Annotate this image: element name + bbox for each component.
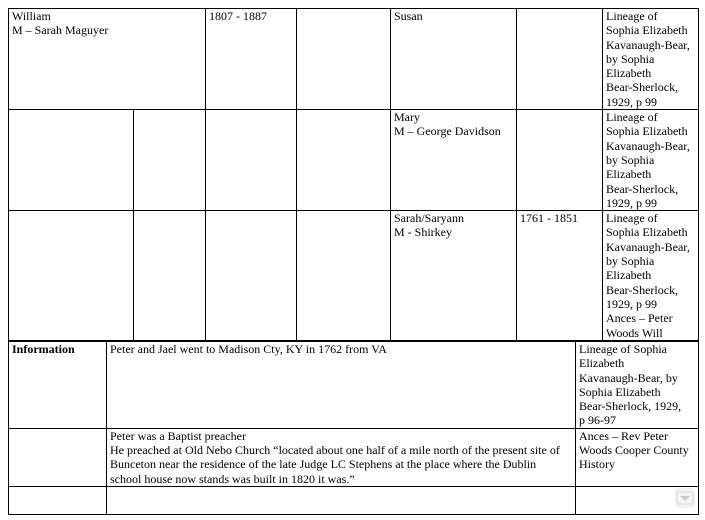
- source-line: by Sophia: [606, 51, 655, 66]
- note-line: Peter was a Baptist preacher: [110, 428, 246, 443]
- information-note: Peter and Jael went to Madison Cty, KY in 1762 from VA: [110, 342, 387, 356]
- source-line: Woods Will: [606, 325, 663, 340]
- source-line: Bear-Sherlock, 1929,: [579, 399, 682, 414]
- scroll-down-button[interactable]: [675, 488, 695, 508]
- source-cell: [603, 9, 699, 110]
- source-line: Ances – Peter: [606, 311, 673, 326]
- note-line: Bunceton near the residence of the late Judge LC Stephens at the place where the Dublin: [110, 457, 537, 472]
- information-table: [8, 341, 699, 515]
- empty-cell: [134, 211, 206, 341]
- person-dates: 1807 - 1887: [209, 9, 267, 23]
- source-line: Woods Cooper County: [579, 443, 689, 458]
- source-line: History: [579, 457, 615, 472]
- source-cell: [603, 211, 699, 341]
- table-row: [9, 110, 699, 211]
- source-line: 1929, p 99: [606, 94, 657, 109]
- source-line: Elizabeth: [579, 356, 625, 371]
- empty-cell: [297, 9, 391, 110]
- source-cell: [576, 342, 699, 429]
- person-spouse: M – Sarah Maguyer: [12, 23, 109, 38]
- empty-cell: [9, 428, 107, 486]
- source-line: Sophia Elizabeth: [606, 225, 688, 240]
- source-line: Sophia Elizabeth: [606, 23, 688, 38]
- table-row: [9, 9, 699, 110]
- child-dates-cell: [517, 110, 603, 211]
- child-name: Mary: [394, 110, 420, 125]
- empty-cell: [9, 110, 134, 211]
- person-name: William: [12, 9, 51, 23]
- empty-cell: [9, 486, 107, 514]
- source-line: Bear-Sherlock,: [606, 282, 679, 297]
- table-row: [9, 486, 699, 514]
- source-line: Kavanaugh-Bear, by: [579, 370, 678, 385]
- source-line: p 96-97: [579, 413, 616, 428]
- child-dates-cell: [517, 9, 603, 110]
- empty-cell: [107, 486, 576, 514]
- source-line: Lineage of: [606, 211, 658, 226]
- source-cell: [576, 428, 699, 486]
- child-cell: [391, 9, 517, 110]
- source-line: Bear-Sherlock,: [606, 181, 679, 196]
- child-name: Sarah/Saryann: [394, 211, 464, 226]
- child-name: Susan: [394, 9, 423, 23]
- note-cell: [107, 428, 576, 486]
- table-row: [9, 211, 699, 341]
- empty-cell: [297, 211, 391, 341]
- child-dates-cell: [517, 211, 603, 341]
- child-dates: 1761 - 1851: [520, 211, 578, 226]
- source-line: 1929, p 99: [606, 195, 657, 210]
- empty-cell: [297, 110, 391, 211]
- empty-cell: [134, 110, 206, 211]
- source-line: Lineage of: [606, 110, 658, 125]
- source-line: Kavanaugh-Bear,: [606, 37, 690, 52]
- table-row: [9, 428, 699, 486]
- source-line: Kavanaugh-Bear,: [606, 239, 690, 254]
- child-cell: [391, 211, 517, 341]
- note-line: He preached at Old Nebo Church “located about one half of a mile north of the present site of: [110, 443, 560, 458]
- empty-cell: [206, 110, 297, 211]
- child-spouse: M - Shirkey: [394, 225, 452, 240]
- source-line: Ances – Rev Peter: [579, 428, 668, 443]
- source-line: Sophia Elizabeth: [606, 124, 688, 139]
- child-cell: [391, 110, 517, 211]
- source-line: 1929, p 99: [606, 296, 657, 311]
- lineage-table: [8, 8, 699, 341]
- source-cell: [603, 110, 699, 211]
- source-line: by Sophia: [606, 254, 655, 269]
- source-line: Lineage of Sophia: [579, 342, 667, 356]
- chevron-down-icon: [675, 488, 695, 508]
- source-line: Elizabeth: [606, 268, 652, 283]
- source-line: Elizabeth: [606, 66, 652, 81]
- source-line: by Sophia: [606, 152, 655, 167]
- information-label-cell: [9, 342, 107, 429]
- child-spouse: M – George Davidson: [394, 124, 501, 139]
- note-line: school house now stands was built in 1820 it was.”: [110, 471, 355, 486]
- source-line: Lineage of: [606, 9, 658, 23]
- source-line: Elizabeth: [606, 167, 652, 182]
- information-label: Information: [12, 342, 75, 356]
- dates-cell: [206, 9, 297, 110]
- note-cell: [107, 342, 576, 429]
- empty-cell: [206, 211, 297, 341]
- source-line: Kavanaugh-Bear,: [606, 138, 690, 153]
- name-cell: [9, 9, 206, 110]
- empty-cell: [9, 211, 134, 341]
- source-line: Sophia Elizabeth: [579, 384, 661, 399]
- source-line: Bear-Sherlock,: [606, 80, 679, 95]
- table-row: [9, 342, 699, 429]
